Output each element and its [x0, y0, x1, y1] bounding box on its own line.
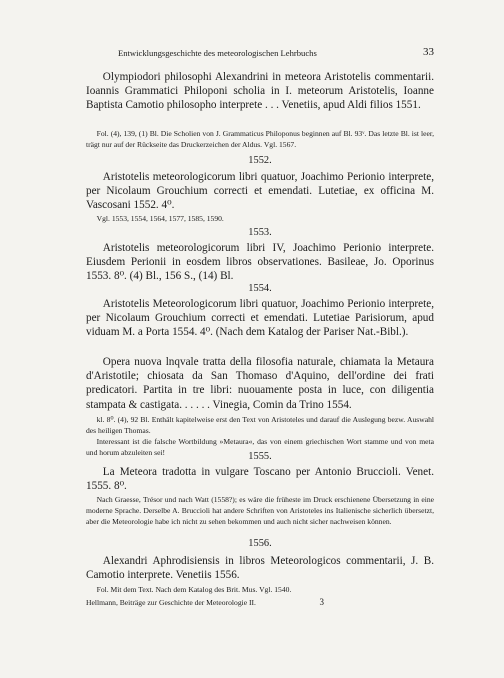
- entry-1552-note: [86, 213, 434, 224]
- note-text: Vgl. 1553, 1554, 1564, 1577, 1585, 1590.: [96, 214, 224, 223]
- entry-text: Alexandri Aphrodisiensis in libros Meteorologicos commentarii, J. B. Camotio interprete. Venetiis 1556.: [86, 555, 434, 582]
- entry-text: Aristotelis Meteorologicorum libri quatuor, Joachimo Perionio interprete, per Nicolaum Grouchium correcti et emendati. Lutetiae Parisiorum, apud viduam M. a Porta 1554. 4⁰. (Nach dem Katalog der Pariser Nat.-Bibl.).: [86, 298, 434, 339]
- entry-1556: [86, 554, 434, 582]
- year-heading-1552: 1552.: [248, 155, 272, 166]
- entry-1554-a: [86, 297, 434, 340]
- entry-1555-note: [86, 494, 434, 527]
- note-text: Fol. Mit dem Text. Nach dem Katalog des Brit. Mus. Vgl. 1540.: [96, 585, 292, 594]
- note-text: Nach Graesse, Trésor und nach Watt (1558?); es wäre die früheste im Druck erschienene Übersetzung in eine moderne Sprache. Derselbe A. Bruccioli hat andere Schriften von Aristoteles ins Italienische sicherlich übersetzt, aber die Meteorologie habe ich nicht zu sehen bekommen und auch nicht sicher nachweisen können.: [86, 495, 434, 526]
- entry-1551-note: [86, 128, 434, 150]
- signature-mark: 3: [319, 597, 324, 607]
- running-header: [118, 48, 434, 62]
- entry-text: Olympiodori philosophi Alexandrini in meteora Aristotelis commentarii. Ioannis Grammatici Philoponi scholia in I. meteorum Aristotelis, Ioanne Baptista Camotio philosopho interprete . . . Venetiis, apud Aldi filios 1551.: [86, 71, 434, 112]
- header-title: Entwicklungsgeschichte des meteorologischen Lehrbuchs: [118, 48, 317, 58]
- entry-text: Aristotelis meteorologicorum libri IV, Joachimo Perionio interprete. Eiusdem Perionii in eosdem libros observationes. Basileae, Jo. Oporinus 1553. 8⁰. (4) Bl., 156 S., (14) Bl.: [86, 242, 434, 283]
- year-heading-1556: 1556.: [248, 538, 272, 549]
- entry-1552: [86, 170, 434, 213]
- note-text: kl. 8⁰. (4), 92 Bl. Enthält kapitelweise erst den Text von Aristoteles und darauf die Auslegung bezw. Auswahl des heiligen Thomas.: [86, 415, 434, 435]
- entry-1554-b: [86, 355, 434, 412]
- note-text: Interessant ist die falsche Wortbildung »Metaura«, das von einem griechischen Wort stamme und von meta und horum abzuleiten sei!: [86, 437, 434, 457]
- year-heading-1553: 1553.: [248, 227, 272, 238]
- year-heading-1555: 1555.: [248, 451, 272, 462]
- footer-text: Hellmann, Beiträge zur Geschichte der Meteorologie II.: [86, 598, 256, 607]
- page-number: 33: [423, 46, 434, 58]
- entry-text: Aristotelis meteorologicorum libri quatuor, Joachimo Perionio interprete, per Nicolaum Grouchium correcti et emendati. Lutetiae, ex officina M. Vascosani 1552. 4⁰.: [86, 171, 434, 212]
- entry-1555: [86, 465, 434, 493]
- entry-1556-note: [86, 584, 434, 595]
- entry-1553: [86, 241, 434, 284]
- entry-1551: [86, 70, 434, 113]
- entry-text: Opera nuova lnqvale tratta della filosofia naturale, chiamata la Metaura d'Aristotile; chiosata da San Thomaso d'Aquino, dell'ordine dei frati predicatori. Partita in tre libri: nuouamente posta in luce, con diligentia stampata & castigata. . . . . . Vinegia, Comin da Trino 1554.: [86, 356, 434, 411]
- note-text: Fol. (4), 139, (1) Bl. Die Scholien von J. Grammaticus Philoponus beginnen auf Bl. 93ᵛ. Das letzte Bl. ist leer, trägt nur auf der Rückseite das Druckerzeichen der Aldus. Vgl. 1567.: [86, 129, 434, 149]
- year-heading-1554: 1554.: [248, 283, 272, 294]
- entry-text: La Meteora tradotta in vulgare Toscano per Antonio Bruccioli. Venet. 1555. 8⁰.: [86, 466, 434, 493]
- page-footer: [86, 598, 434, 607]
